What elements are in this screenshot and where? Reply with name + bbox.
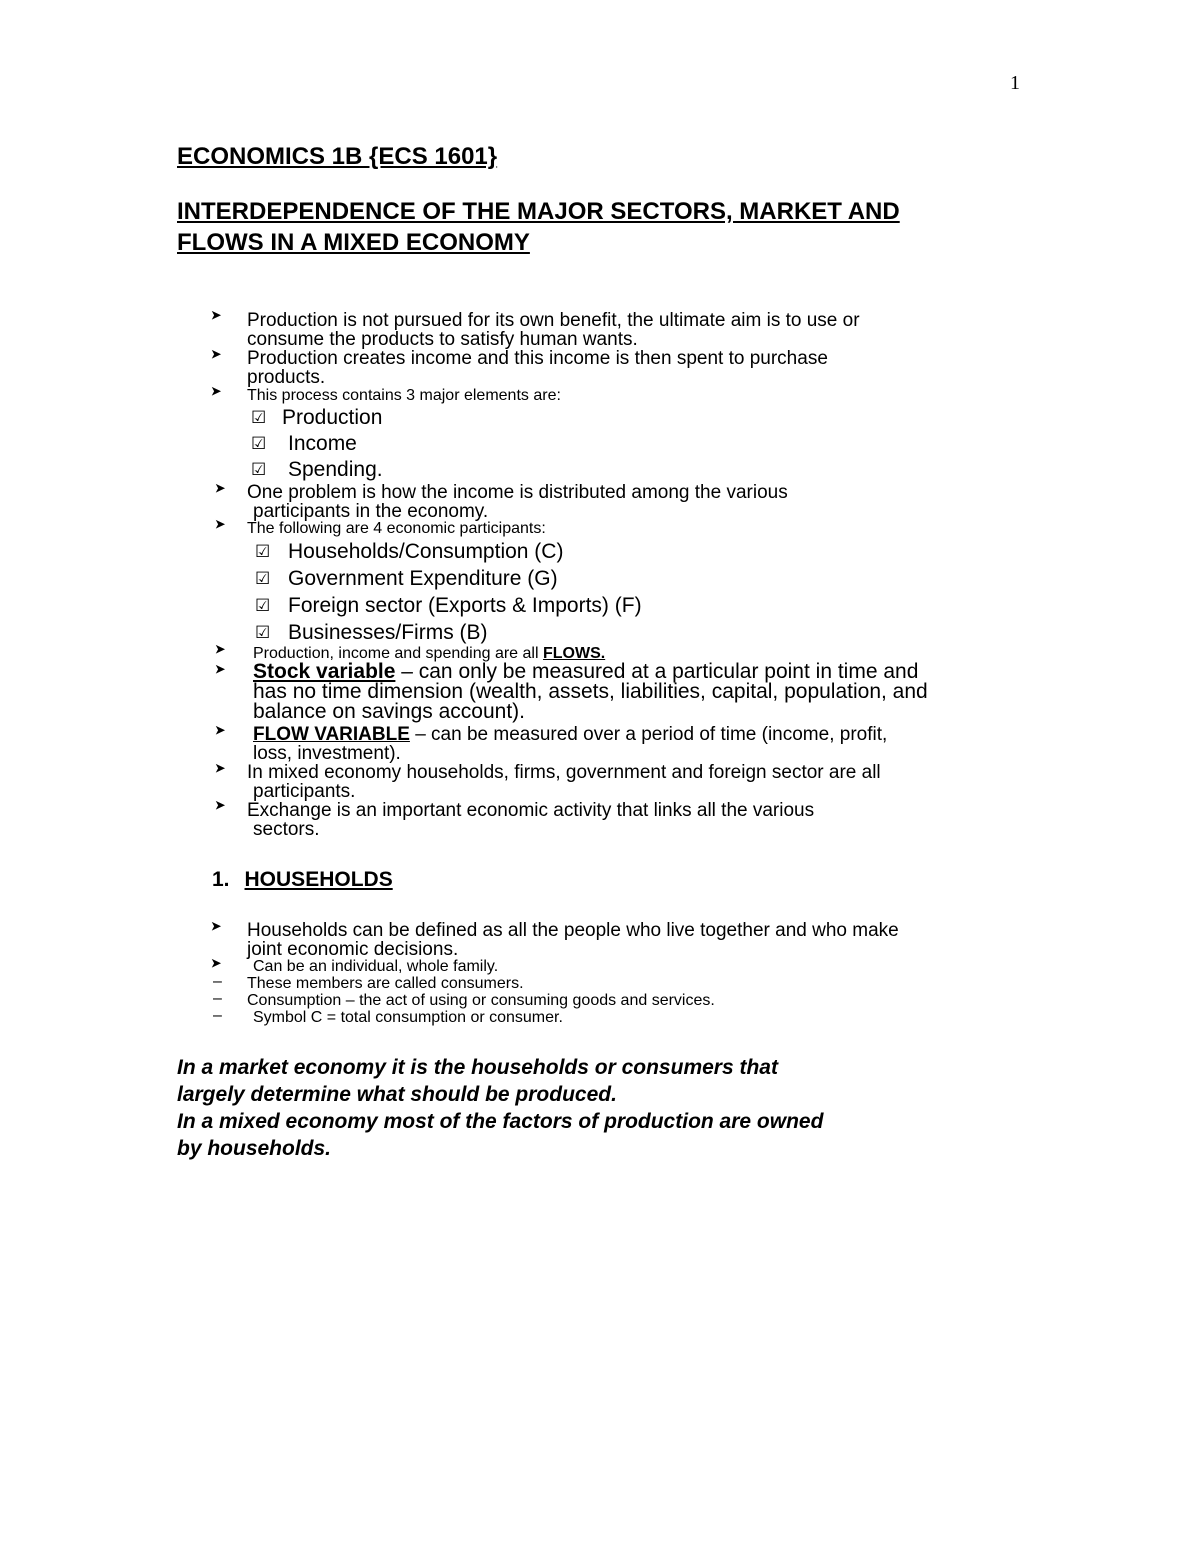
section-title: HOUSEHOLDS xyxy=(244,868,393,891)
arrow-bullet-icon: ➤ xyxy=(211,384,222,398)
participant-item: Businesses/Firms (B) xyxy=(288,621,488,644)
bullet-line: Production is not pursued for its own benefit, the ultimate aim is to use or xyxy=(247,310,860,331)
arrow-bullet-icon: ➤ xyxy=(215,517,226,531)
bullet-line: One problem is how the income is distributed among the various xyxy=(247,482,788,503)
bullet-production-purpose xyxy=(247,311,860,349)
bullet-production-income xyxy=(247,349,828,387)
arrow-bullet-icon: ➤ xyxy=(215,723,226,737)
section-heading-households xyxy=(212,868,393,892)
topic-heading-line-1: INTERDEPENDENCE OF THE MAJOR SECTORS, MARKET AND xyxy=(177,198,900,225)
bullet-line: Households can be defined as all the people who live together and who make xyxy=(247,920,899,941)
bullet-line: – can be measured over a period of time (income, profit, xyxy=(409,724,888,745)
bullet-line: balance on savings account). xyxy=(253,700,526,723)
bullet-line: has no time dimension (wealth, assets, liabilities, capital, population, and xyxy=(253,680,928,703)
dash-bullet-icon: – xyxy=(213,1007,222,1024)
topic-heading-line-2: FLOWS IN A MIXED ECONOMY xyxy=(177,229,530,256)
arrow-bullet-icon: ➤ xyxy=(215,481,226,495)
bullet-exchange xyxy=(247,801,814,839)
stock-variable-term: Stock variable xyxy=(253,660,396,683)
course-title: ECONOMICS 1B {ECS 1601} xyxy=(177,143,498,170)
bullet-line: participants. xyxy=(253,781,356,802)
bullet-line: products. xyxy=(247,367,326,388)
page-number: 1 xyxy=(1010,72,1020,94)
checkbox-bullet-icon: ☑ xyxy=(255,623,271,642)
topic-heading xyxy=(177,196,900,258)
dash-bullet-icon: – xyxy=(213,973,222,990)
bullet-line: loss, investment). xyxy=(253,743,401,764)
closing-line: largely determine what should be produced. xyxy=(177,1083,617,1106)
households-detail: These members are called consumers. xyxy=(247,975,524,992)
closing-statement xyxy=(177,1054,823,1162)
arrow-bullet-icon: ➤ xyxy=(211,919,222,933)
flow-variable-term: FLOW VARIABLE xyxy=(253,724,410,745)
checkbox-bullet-icon: ☑ xyxy=(251,434,267,453)
arrow-bullet-icon: ➤ xyxy=(211,347,222,361)
participant-item: Foreign sector (Exports & Imports) (F) xyxy=(288,594,642,617)
bullet-process-elements: This process contains 3 major elements are: xyxy=(247,387,561,404)
closing-line: by households. xyxy=(177,1137,332,1160)
arrow-bullet-icon: ➤ xyxy=(211,956,222,970)
checkbox-bullet-icon: ☑ xyxy=(251,460,267,479)
bullet-stock-variable xyxy=(253,662,928,722)
element-item: Spending. xyxy=(288,458,383,481)
closing-line: In a market economy it is the households or consumers that xyxy=(177,1056,778,1079)
flows-term: FLOWS. xyxy=(542,645,606,662)
checkbox-bullet-icon: ☑ xyxy=(255,569,271,588)
bullet-line: Production creates income and this income is then spent to purchase xyxy=(247,348,828,369)
checkbox-bullet-icon: ☑ xyxy=(255,542,271,561)
bullet-line: joint economic decisions. xyxy=(247,939,459,960)
bullet-line: In mixed economy households, firms, government and foreign sector are all xyxy=(247,762,881,783)
bullet-participants-intro: The following are 4 economic participants: xyxy=(247,520,546,537)
households-detail: Can be an individual, whole family. xyxy=(253,958,499,975)
checkbox-bullet-icon: ☑ xyxy=(255,596,271,615)
bullet-flows-text: Production, income and spending are all xyxy=(253,645,543,662)
bullet-income-distribution xyxy=(247,483,788,521)
participant-item: Government Expenditure (G) xyxy=(288,567,558,590)
bullet-mixed-economy xyxy=(247,763,881,801)
households-detail: Symbol C = total consumption or consumer. xyxy=(253,1009,563,1026)
bullet-line: Exchange is an important economic activity that links all the various xyxy=(247,800,815,821)
arrow-bullet-icon: ➤ xyxy=(215,798,226,812)
closing-line: In a mixed economy most of the factors of production are owned xyxy=(177,1110,824,1133)
bullet-line: consume the products to satisfy human wants. xyxy=(247,329,638,350)
arrow-bullet-icon: ➤ xyxy=(211,308,222,322)
bullet-line: sectors. xyxy=(253,819,320,840)
arrow-bullet-icon: ➤ xyxy=(215,662,226,676)
dash-bullet-icon: – xyxy=(213,990,222,1007)
element-item: Production xyxy=(282,406,383,429)
arrow-bullet-icon: ➤ xyxy=(215,761,226,775)
bullet-line: participants in the economy. xyxy=(253,501,489,522)
participant-item: Households/Consumption (C) xyxy=(288,540,564,563)
households-detail: Consumption – the act of using or consuming goods and services. xyxy=(247,992,715,1009)
section-number: 1. xyxy=(212,868,230,891)
bullet-flow-variable xyxy=(253,725,887,763)
element-item: Income xyxy=(288,432,357,455)
households-definition xyxy=(247,921,899,959)
checkbox-bullet-icon: ☑ xyxy=(251,408,267,427)
arrow-bullet-icon: ➤ xyxy=(215,642,226,656)
bullet-line: – can only be measured at a particular point in time and xyxy=(395,660,919,683)
